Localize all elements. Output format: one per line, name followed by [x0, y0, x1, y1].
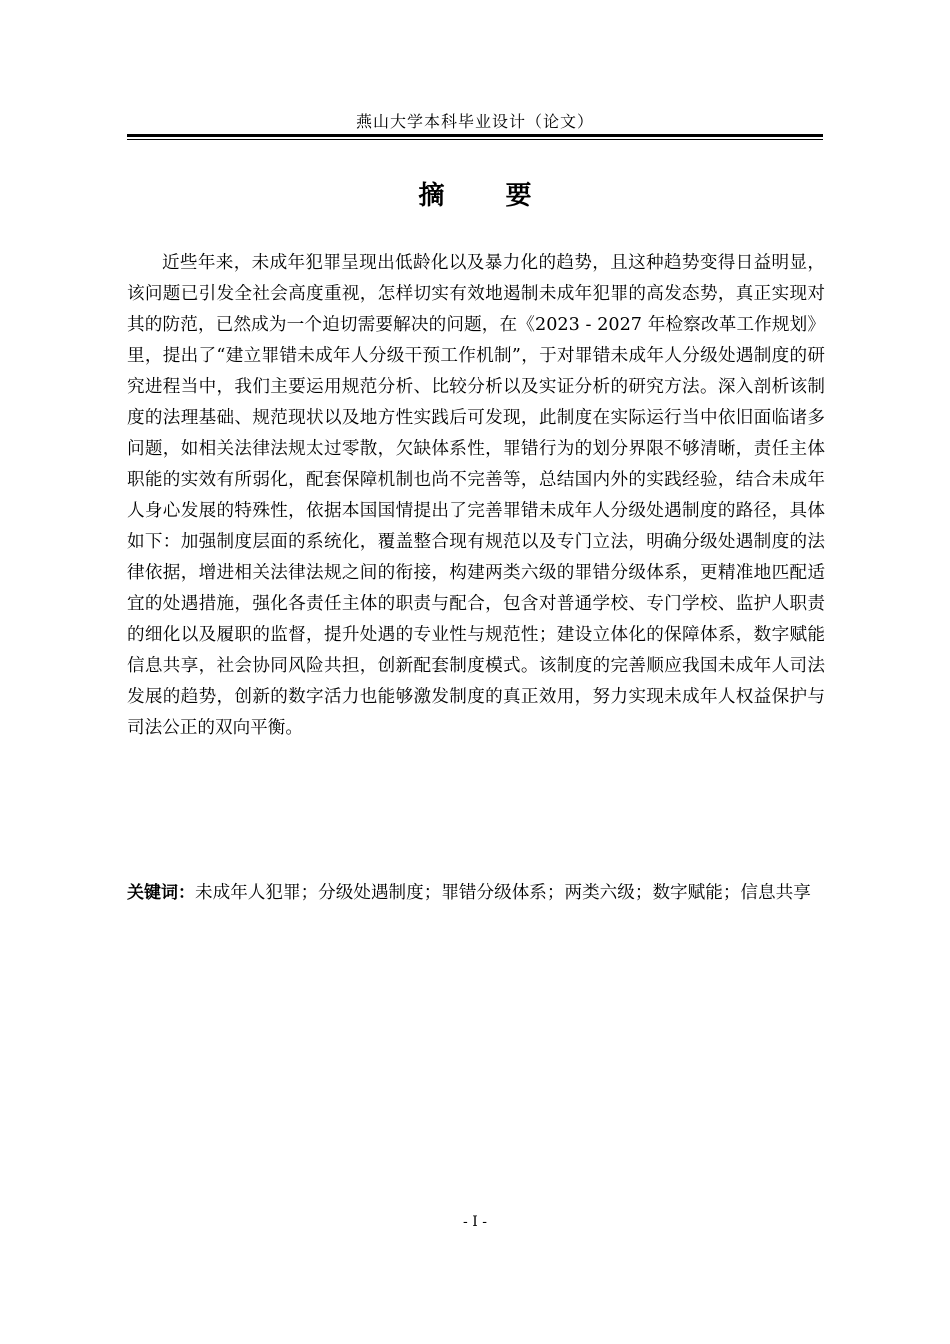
page-number: - I -: [463, 1214, 487, 1230]
keywords-list: 未成年人犯罪；分级处遇制度；罪错分级体系；两类六级；数字赋能；信息共享: [195, 883, 811, 903]
running-header: 燕山大学本科毕业设计（论文）: [355, 112, 594, 131]
abstract-body: 近些年来，未成年犯罪呈现出低龄化以及暴力化的趋势，且这种趋势变得日益明显，该问题已引发全社会高度重视，怎样切实有效地遏制未成年犯罪的高发态势，真正实现对其的防范，已然成为一个迫切需要解决的问题，在《2023 - 2027 年检察改革工作规划》里，提出了“建立罪错未成年人分级干预工作机制”，于对罪错未成年人分级处遇制度的研究进程当中，我们主要运用规范分析、比较分析以及实证分析的研究方法。深入剖析该制度的法理基础、规范现状以及地方性实践后可发现，此制度在实际运行当中依旧面临诸多问题，如相关法律法规太过零散，欠缺体系性，罪错行为的划分界限不够清晰，责任主体职能的实效有所弱化，配套保障机制也尚不完善等，总结国内外的实践经验，结合未成年人身心发展的特殊性，依据本国国情提出了完善罪错未成年人分级处遇制度的路径，具体如下：加强制度层面的系统化，覆盖整合现有规范以及专门立法，明确分级处遇制度的法律依据，增进相关法律法规之间的衔接，构建两类六级的罪错分级体系，更精准地匹配适宜的处遇措施，强化各责任主体的职责与配合，包含对普通学校、专门学校、监护人职责的细化以及履职的监督，提升处遇的专业性与规范性；建设立体化的保障体系，数字赋能信息共享，社会协同风险共担，创新配套制度模式。该制度的完善顺应我国未成年人司法发展的趋势，创新的数字活力也能够激发制度的真正效用，努力实现未成年人权益保护与司法公正的双向平衡。: [127, 253, 825, 738]
keywords-label: 关键词：: [127, 883, 195, 903]
header-rule-thin: [127, 139, 823, 140]
keywords-section: [127, 878, 902, 909]
abstract-heading: 摘 要: [418, 181, 558, 211]
header-rule-thick: [127, 134, 823, 137]
